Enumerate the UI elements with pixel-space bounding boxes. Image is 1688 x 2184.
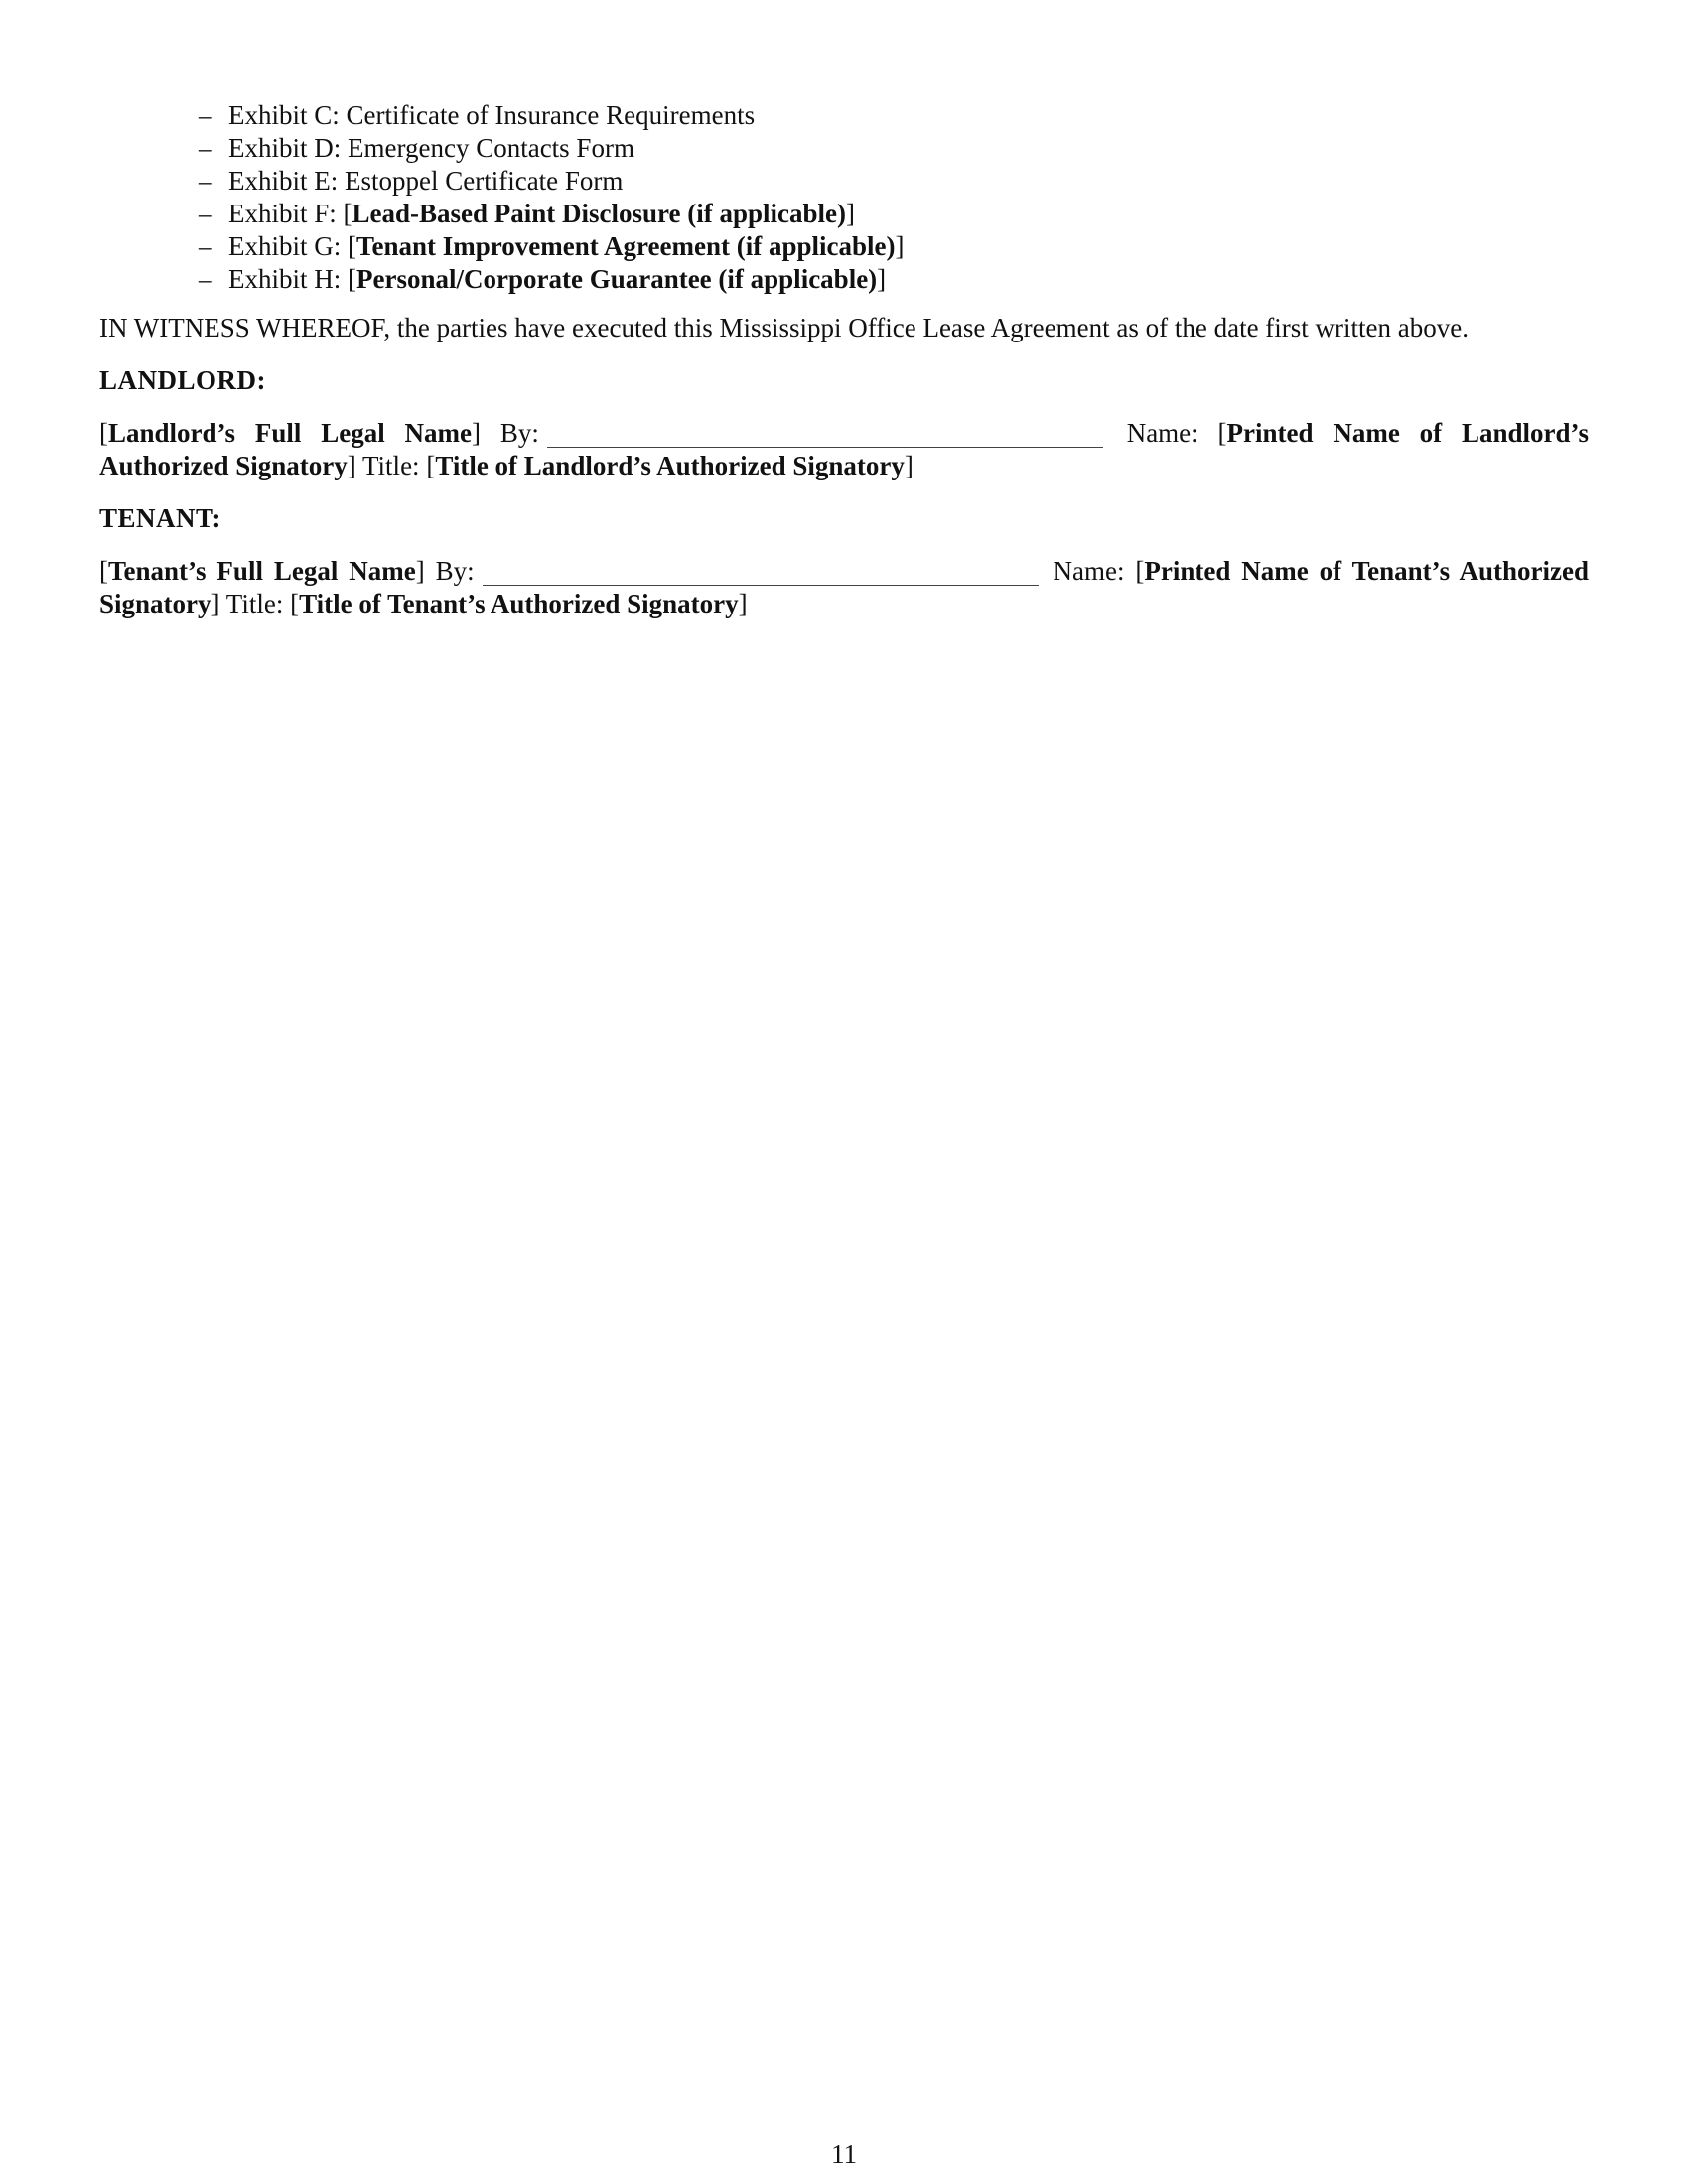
- exhibit-name: Lead-Based Paint Disclosure (if applicable): [352, 199, 847, 228]
- exhibit-name: Estoppel Certificate Form: [345, 166, 624, 196]
- exhibit-list: [99, 99, 1589, 296]
- landlord-heading: LANDLORD:: [99, 365, 267, 395]
- exhibit-prefix: Exhibit E:: [228, 166, 345, 196]
- exhibit-name: Certificate of Insurance Requirements: [346, 100, 756, 130]
- landlord-title-label: Title:: [362, 451, 420, 480]
- document-page: [99, 99, 1589, 620]
- landlord-printed-name: Printed Name of Landlord’s Authorized Signatory: [99, 418, 1589, 480]
- list-dash: –: [199, 100, 212, 130]
- exhibit-item-g: – Exhibit G: [Tenant Improvement Agreement (if applicable)]: [199, 231, 905, 261]
- tenant-signature-block: [Tenant’s Full Legal Name] By: Name: [Printed Name of Tenant’s Authorized Signatory] Title: [Title of Tenant’s Authorized Signatory]: [99, 556, 1589, 618]
- exhibit-item-e: [199, 165, 1589, 198]
- exhibit-name: Tenant Improvement Agreement (if applicable): [356, 231, 896, 261]
- tenant-title-label: Title:: [225, 589, 284, 618]
- exhibit-item-d: [199, 132, 1589, 165]
- page-number: 11: [831, 2139, 857, 2169]
- tenant-name-label: Name:: [1053, 556, 1125, 586]
- exhibit-prefix: Exhibit C:: [228, 100, 347, 130]
- landlord-signature-block: [Landlord’s Full Legal Name] By: Name: [Printed Name of Landlord’s Authorized Signatory] Title: [Title of Landlord’s Authorized Signatory]: [99, 418, 1589, 480]
- exhibit-item-h: – Exhibit H: [Personal/Corporate Guarantee (if applicable)]: [199, 264, 887, 294]
- tenant-heading: TENANT:: [99, 503, 222, 533]
- tenant-title-value: Title of Tenant’s Authorized Signatory: [299, 589, 739, 618]
- witness-paragraph: IN WITNESS WHEREOF, the parties have executed this Mississippi Office Lease Agreement as of the date first written above.: [99, 313, 1469, 342]
- landlord-signature-line[interactable]: [547, 421, 1103, 448]
- list-dash: –: [199, 231, 212, 261]
- exhibit-prefix: Exhibit G:: [228, 231, 348, 261]
- tenant-signature-line[interactable]: [483, 559, 1039, 586]
- landlord-by-label: By:: [499, 418, 539, 448]
- list-dash: –: [199, 264, 212, 294]
- landlord-legal-name: Landlord’s Full Legal Name: [108, 418, 473, 448]
- exhibit-prefix: Exhibit D:: [228, 133, 348, 163]
- exhibit-item-f: – Exhibit F: [Lead-Based Paint Disclosure (if applicable)]: [199, 199, 856, 228]
- exhibit-name: Personal/Corporate Guarantee (if applicable): [356, 264, 878, 294]
- exhibit-item-c: [199, 99, 1589, 132]
- tenant-legal-name: Tenant’s Full Legal Name: [108, 556, 416, 586]
- landlord-title-value: Title of Landlord’s Authorized Signatory: [435, 451, 905, 480]
- list-dash: –: [199, 199, 212, 228]
- exhibit-prefix: Exhibit H:: [228, 264, 348, 294]
- exhibit-name: Emergency Contacts Form: [348, 133, 634, 163]
- landlord-name-label: Name:: [1126, 418, 1198, 448]
- tenant-printed-name: Printed Name of Tenant’s Authorized Signatory: [99, 556, 1589, 618]
- exhibit-prefix: Exhibit F:: [228, 199, 344, 228]
- list-dash: –: [199, 133, 212, 163]
- tenant-by-label: By:: [435, 556, 475, 586]
- list-dash: –: [199, 166, 212, 196]
